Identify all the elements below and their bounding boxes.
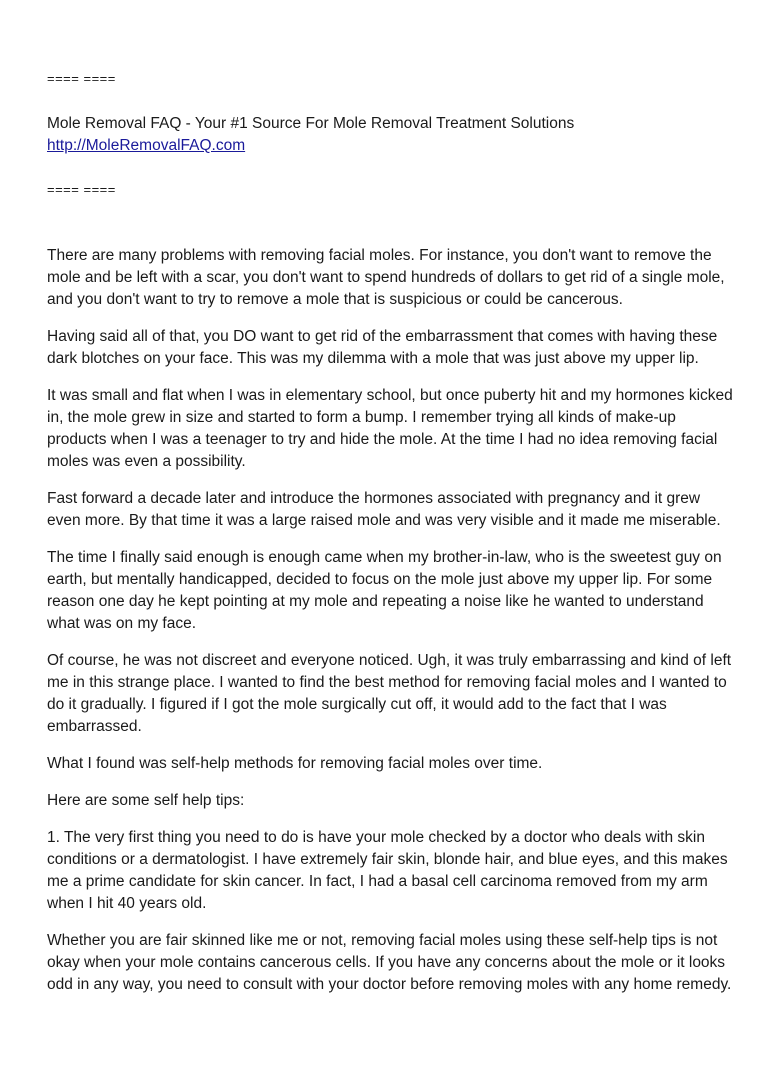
paragraph: The time I finally said enough is enough came when my brother-in-law, who is the sweetest guy on earth, but mentally handicapped, decided to focus on the mole just above my upper lip. For some reason one day he kept pointing at my mole and repeating a noise like he wanted to understand what was on my face. — [47, 549, 722, 632]
document-body — [47, 68, 737, 1011]
paragraph: Having said all of that, you DO want to get rid of the embarrassment that comes with having these dark blotches on your face. This was my dilemma with a mole that was just above my upper lip. — [47, 328, 718, 367]
document-title: Mole Removal FAQ - Your #1 Source For Mole Removal Treatment Solutions — [47, 115, 575, 132]
website-link[interactable]: http://MoleRemovalFAQ.com — [47, 137, 246, 154]
article-text — [47, 245, 737, 996]
separator-bottom: ==== ==== — [47, 182, 116, 197]
paragraph: What I found was self-help methods for removing facial moles over time. — [47, 755, 543, 772]
paragraph: It was small and flat when I was in elementary school, but once puberty hit and my hormones kicked in, the mole grew in size and started to form a bump. I remember trying all kinds of make-up products when I was a teenager to try and hide the mole. At the time I had no idea removing facial moles was even a possibility. — [47, 387, 733, 470]
separator-top: ==== ==== — [47, 71, 116, 86]
paragraph: 1. The very first thing you need to do is have your mole checked by a doctor who deals with skin conditions or a dermatologist. I have extremely fair skin, blonde hair, and blue eyes, and this makes me a prime candidate for skin cancer. In fact, I had a basal cell carcinoma removed from my arm when I hit 40 years old. — [47, 829, 728, 912]
paragraph: There are many problems with removing facial moles. For instance, you don't want to remove the mole and be left with a scar, you don't want to spend hundreds of dollars to get rid of a single mole, and you don't want to try to remove a mole that is suspicious or could be cancerous. — [47, 247, 725, 308]
header-block — [47, 113, 737, 157]
paragraph: Here are some self help tips: — [47, 792, 245, 809]
paragraph: Of course, he was not discreet and everyone noticed. Ugh, it was truly embarrassing and kind of left me in this strange place. I wanted to find the best method for removing facial moles and I wanted to do it gradually. I figured if I got the mole surgically cut off, it would add to the fact that I was embarrassed. — [47, 652, 732, 735]
paragraph: Whether you are fair skinned like me or not, removing facial moles using these self-help tips is not okay when your mole contains cancerous cells. If you have any concerns about the mole or it looks odd in any way, you need to consult with your doctor before removing moles with any home remedy. — [47, 932, 732, 993]
paragraph: Fast forward a decade later and introduce the hormones associated with pregnancy and it grew even more. By that time it was a large raised mole and was very visible and it made me miserable. — [47, 490, 721, 529]
